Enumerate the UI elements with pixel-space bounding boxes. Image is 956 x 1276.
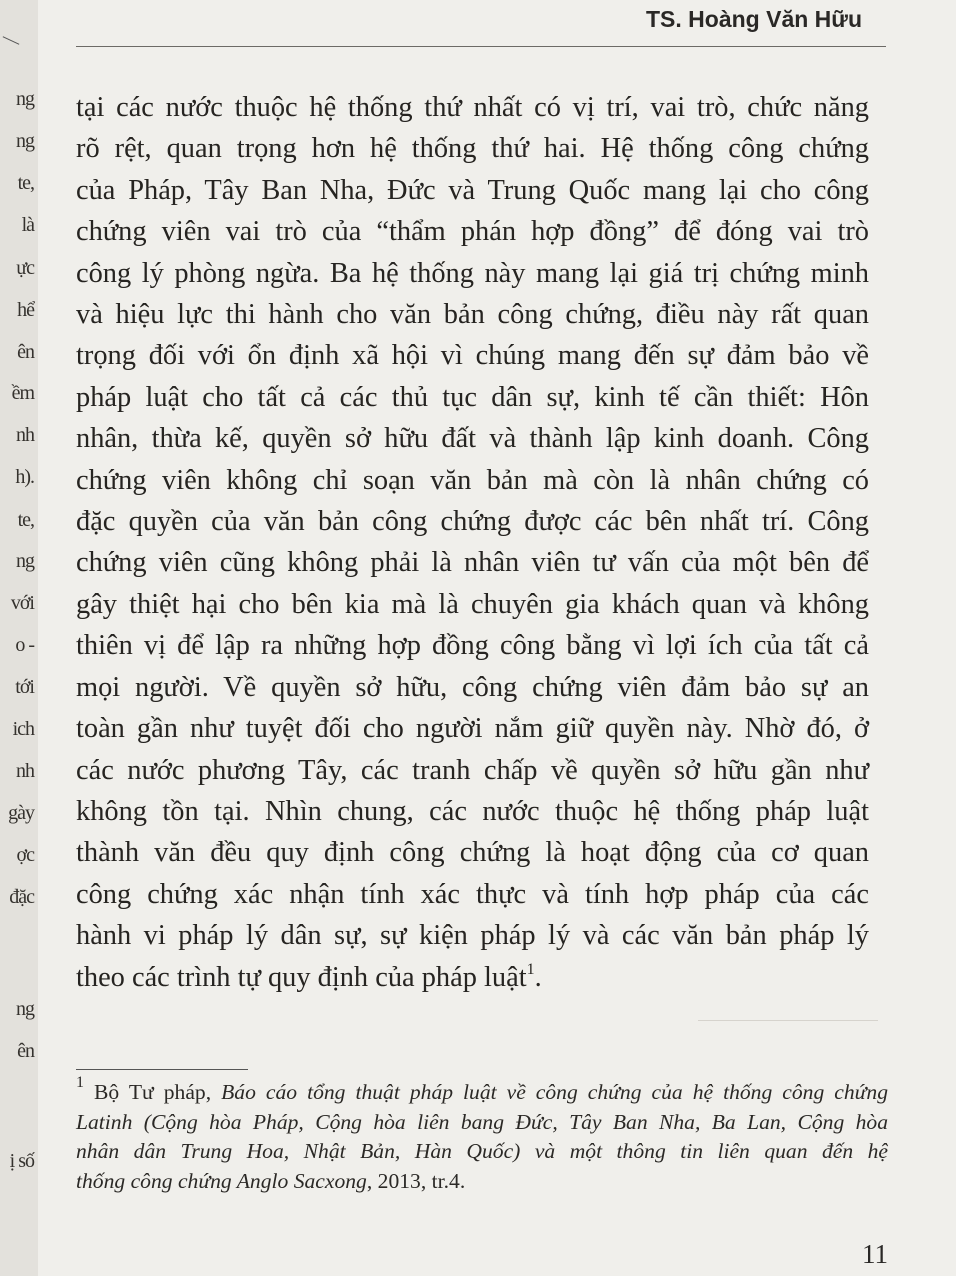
paragraph-last-line: theo các trình tự quy định của pháp luật$^1$. — [76, 960, 542, 993]
paragraph-line: công lý phòng ngừa. Ba hệ thống này mang lại giá trị chứng minh — [76, 257, 869, 289]
adjacent-page-fragment: hể — [17, 299, 34, 321]
adjacent-page-fragment: nh — [16, 424, 34, 446]
adjacent-page-fragment: ợc — [16, 844, 34, 866]
page-number: 11 — [862, 1239, 888, 1269]
footnote-line — [76, 1074, 889, 1108]
paragraph-line: chứng viên vai trò của “thẩm phán hợp đồng” để đóng vai trò — [76, 216, 869, 248]
last-line-text: theo các trình tự quy định của pháp luật — [76, 961, 527, 993]
book-page — [38, 0, 956, 1276]
footnote-title-cont: Latinh (Cộng hòa Pháp, Cộng hòa liên bang Đức, Tây Ban Nha, Ba Lan, Cộng hòa — [76, 1109, 888, 1134]
adjacent-page-fragment: o - — [15, 634, 34, 656]
adjacent-page-fragment: ị số — [9, 1150, 34, 1172]
paragraph-line: gây thiệt hại cho bên kia mà là chuyên gia khách quan và không — [76, 588, 869, 620]
running-header-author: TS. Hoàng Văn Hữu — [646, 6, 862, 32]
adjacent-page-fragment: với — [10, 592, 34, 614]
adjacent-page-fragment: te, — [17, 509, 34, 531]
paragraph-line: mọi người. Về quyền sở hữu, công chứng viên đảm bảo sự an — [76, 671, 869, 703]
adjacent-page-fragment: ich — [12, 718, 34, 740]
footnote-line — [76, 1167, 888, 1197]
adjacent-page-fragment: ng — [16, 550, 34, 572]
adjacent-page-fragment: h). — [15, 466, 34, 488]
adjacent-page-fragment: te, — [17, 172, 34, 194]
footnote-title: Báo cáo tổng thuật pháp luật về công chứng của hệ thống công chứng — [221, 1080, 889, 1104]
paragraph-line: và hiệu lực thi hành cho văn bản công chứng, điều này rất quan — [76, 299, 869, 331]
adjacent-page-fragment: đặc — [9, 886, 34, 908]
show-through-rule — [698, 1020, 878, 1021]
adjacent-page-edge — [0, 0, 39, 1276]
adjacent-page-fragment: ên — [17, 341, 34, 363]
footnote — [76, 1074, 889, 1196]
adjacent-page-rule — [3, 36, 20, 45]
main-paragraph — [76, 87, 869, 998]
paragraph-line: toàn gần như tuyệt đối cho người nắm giữ quyền này. Nhờ đó, ở — [76, 713, 869, 745]
footnote-line — [76, 1108, 888, 1138]
paragraph-line: của Pháp, Tây Ban Nha, Đức và Trung Quốc mang lại cho công — [76, 174, 869, 206]
paragraph-line: công chứng xác nhận tính xác thực và tính hợp pháp của các — [76, 878, 869, 910]
footnote-title-end: thống công chứng Anglo Sacxong — [76, 1168, 367, 1193]
paragraph-line: hành vi pháp lý dân sự, sự kiện pháp lý và các văn bản pháp lý — [76, 920, 869, 952]
paragraph-line: thành văn đều quy định công chứng là hoạt động của cơ quan — [76, 837, 869, 869]
paragraph-line: đặc quyền của văn bản công chứng được các bên nhất trí. Công — [76, 506, 869, 538]
footnote-marker: 1 — [76, 1074, 84, 1091]
adjacent-page-fragment: ực — [16, 257, 34, 279]
header-divider — [76, 46, 886, 47]
paragraph-line: không tồn tại. Nhìn chung, các nước thuộc hệ thống pháp luật — [76, 795, 869, 827]
footnote-author: Bộ Tư pháp, — [94, 1080, 212, 1104]
footnote-title-cont: nhân dân Trung Hoa, Nhật Bản, Hàn Quốc) và một thông tin liên quan đến hệ — [76, 1139, 888, 1163]
footnote-divider — [76, 1069, 248, 1070]
footnote-citation: , 2013, tr.4. — [366, 1168, 466, 1193]
footnote-reference[interactable]: 1 — [526, 960, 535, 978]
adjacent-page-fragment: ng — [16, 88, 34, 110]
adjacent-page-fragment: gày — [8, 802, 34, 824]
adjacent-page-fragment: ng — [16, 998, 34, 1020]
paragraph-line: tại các nước thuộc hệ thống thứ nhất có vị trí, vai trò, chức năng — [76, 92, 869, 123]
paragraph-line: thiên vị để lập ra những hợp đồng công bằng vì lợi ích của tất cả — [76, 630, 869, 662]
paragraph-line: trọng đối với ổn định xã hội vì chúng mang đến sự đảm bảo về — [76, 340, 869, 372]
paragraph-line: nhân, thừa kế, quyền sở hữu đất và thành lập kinh doanh. Công — [76, 423, 869, 455]
footnote-line — [76, 1137, 888, 1167]
adjacent-page-fragment: là — [21, 214, 34, 236]
adjacent-page-fragment: tới — [15, 676, 34, 698]
adjacent-page-fragment: ng — [16, 130, 34, 152]
paragraph-line: các nước phương Tây, các tranh chấp về quyền sở hữu gần như — [76, 754, 869, 786]
paragraph-line: pháp luật cho tất cả các thủ tục dân sự, kinh tế cần thiết: Hôn — [76, 381, 869, 413]
paragraph-line: rõ rệt, quan trọng hơn hệ thống thứ hai. Hệ thống công chứng — [76, 133, 869, 165]
paragraph-line: chứng viên không chỉ soạn văn bản mà còn là nhân chứng có — [76, 464, 869, 496]
paragraph-line: chứng viên cũng không phải là nhân viên tư vấn của một bên để — [76, 547, 869, 579]
adjacent-page-fragment: ềm — [11, 382, 34, 404]
adjacent-page-fragment: nh — [16, 760, 34, 782]
adjacent-page-fragment: ên — [17, 1040, 34, 1062]
